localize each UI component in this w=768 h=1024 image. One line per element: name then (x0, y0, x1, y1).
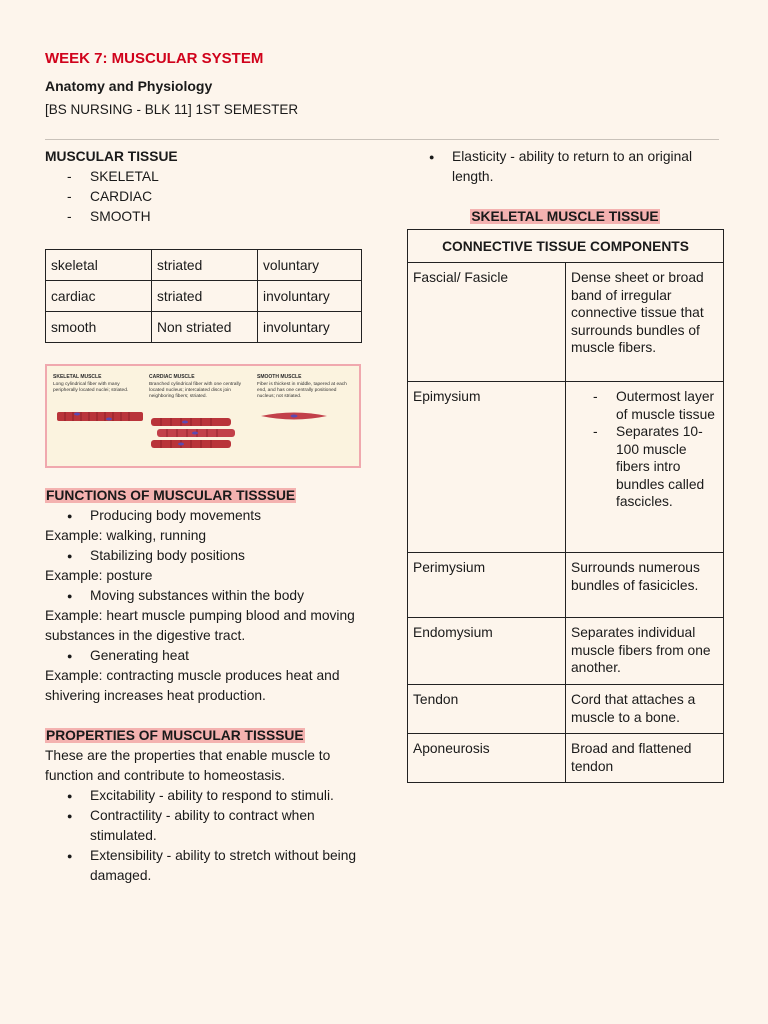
muscular-tissue-section (45, 147, 365, 227)
muscular-tissue-heading: MUSCULAR TISSUE (45, 149, 178, 164)
table-row (408, 685, 724, 734)
desc-cell: Separates individual muscle fibers from one another. (566, 618, 724, 685)
table-header-row (408, 230, 724, 263)
table-cell: striated (152, 250, 258, 281)
list-item: ● Excitability - ability to respond to stimuli. (45, 786, 365, 806)
connective-tissue-table (407, 229, 724, 783)
list-item: ● Producing body movements (45, 506, 365, 526)
table-row (46, 281, 362, 312)
list-item: - CARDIAC (45, 187, 365, 207)
term-cell: Endomysium (408, 618, 566, 685)
list-item: ● Moving substances within the body (45, 586, 365, 606)
table-row (408, 553, 724, 618)
table-header: CONNECTIVE TISSUE COMPONENTS (408, 230, 724, 263)
list-item: ● Extensibility - ability to stretch without being damaged. (45, 846, 365, 886)
properties-section (45, 726, 365, 886)
list-item: ● Elasticity - ability to return to an original length. (407, 147, 707, 187)
functions-heading: FUNCTIONS OF MUSCULAR TISSSUE (46, 488, 296, 503)
table-row (46, 312, 362, 343)
table-cell: voluntary (258, 250, 362, 281)
properties-intro: These are the properties that enable muscle to function and contribute to homeostasis. (45, 748, 331, 783)
figure-caption: Long cylindrical fiber with many peripherally located nuclei; striated. (53, 382, 129, 393)
figure-caption: Branched cylindrical fiber with one centrally located nucleus; intercalated discs join neighboring fibers; striated. (149, 382, 241, 399)
desc-cell: Surrounds numerous bundles of fasicicles. (566, 553, 724, 618)
table-cell: Non striated (152, 312, 258, 343)
desc-cell (566, 382, 724, 553)
figure-heading: CARDIAC MUSCLE (149, 374, 195, 380)
list-item: - Outermost layer of muscle tissue (571, 388, 718, 423)
page-title: WEEK 7: MUSCULAR SYSTEM (45, 50, 264, 67)
skeletal-heading: SKELETAL MUSCLE TISSUE (471, 209, 659, 224)
term-cell: Tendon (408, 685, 566, 734)
desc-cell: Dense sheet or broad band of irregular connective tissue that surrounds bundles of muscle fibers. (566, 263, 724, 382)
figure-caption: Fiber is thickest in middle, tapered at each end, and has one centrally positioned nucleus; not striated. (257, 382, 347, 399)
table-row (46, 250, 362, 281)
divider (45, 139, 719, 140)
table-cell: skeletal (46, 250, 152, 281)
list-item: - SMOOTH (45, 207, 365, 227)
figure-cardiac (149, 366, 253, 466)
list-item: - SKELETAL (45, 167, 365, 187)
skeletal-fiber-illustration (57, 410, 143, 424)
term-cell: Epimysium (408, 382, 566, 553)
table-row (408, 382, 724, 553)
term-cell: Fascial/ Fasicle (408, 263, 566, 382)
term-cell: Perimysium (408, 553, 566, 618)
table-row (408, 734, 724, 783)
figure-skeletal (53, 366, 145, 466)
muscle-types-figure (45, 364, 361, 468)
functions-section (45, 486, 365, 706)
course-line: [BS NURSING - BLK 11] 1ST SEMESTER (45, 102, 299, 117)
smooth-fiber-illustration (259, 410, 329, 422)
figure-smooth (257, 366, 353, 466)
desc-cell: Broad and flattened tendon (566, 734, 724, 783)
term-cell: Aponeurosis (408, 734, 566, 783)
list-item: ● Generating heat (45, 646, 365, 666)
properties-heading: PROPERTIES OF MUSCULAR TISSSUE (46, 728, 304, 743)
example-text: Example: posture (45, 568, 153, 583)
epimysium-list (571, 388, 718, 511)
skeletal-section-heading-wrap (407, 207, 723, 227)
table-cell: involuntary (258, 281, 362, 312)
table-row (408, 618, 724, 685)
example-text: Example: heart muscle pumping blood and moving substances in the digestive tract. (45, 608, 355, 643)
desc-cell: Cord that attaches a muscle to a bone. (566, 685, 724, 734)
muscle-type-list (45, 167, 365, 227)
muscle-types-table (45, 249, 362, 343)
table-cell: involuntary (258, 312, 362, 343)
figure-heading: SKELETAL MUSCLE (53, 374, 102, 380)
list-item: - Separates 10-100 muscle fibers intro bundles called fascicles. (571, 423, 718, 511)
example-text: Example: contracting muscle produces heat and shivering increases heat production. (45, 668, 340, 703)
figure-heading: SMOOTH MUSCLE (257, 374, 302, 380)
table-row (408, 263, 724, 382)
table-cell: striated (152, 281, 258, 312)
example-text: Example: walking, running (45, 528, 207, 543)
cardiac-fiber-illustration (151, 414, 237, 456)
table-cell: cardiac (46, 281, 152, 312)
table-cell: smooth (46, 312, 152, 343)
subject-line: Anatomy and Physiology (45, 78, 213, 94)
properties-continued (407, 147, 707, 187)
list-item: ● Contractility - ability to contract when stimulated. (45, 806, 365, 846)
list-item: ● Stabilizing body positions (45, 546, 365, 566)
